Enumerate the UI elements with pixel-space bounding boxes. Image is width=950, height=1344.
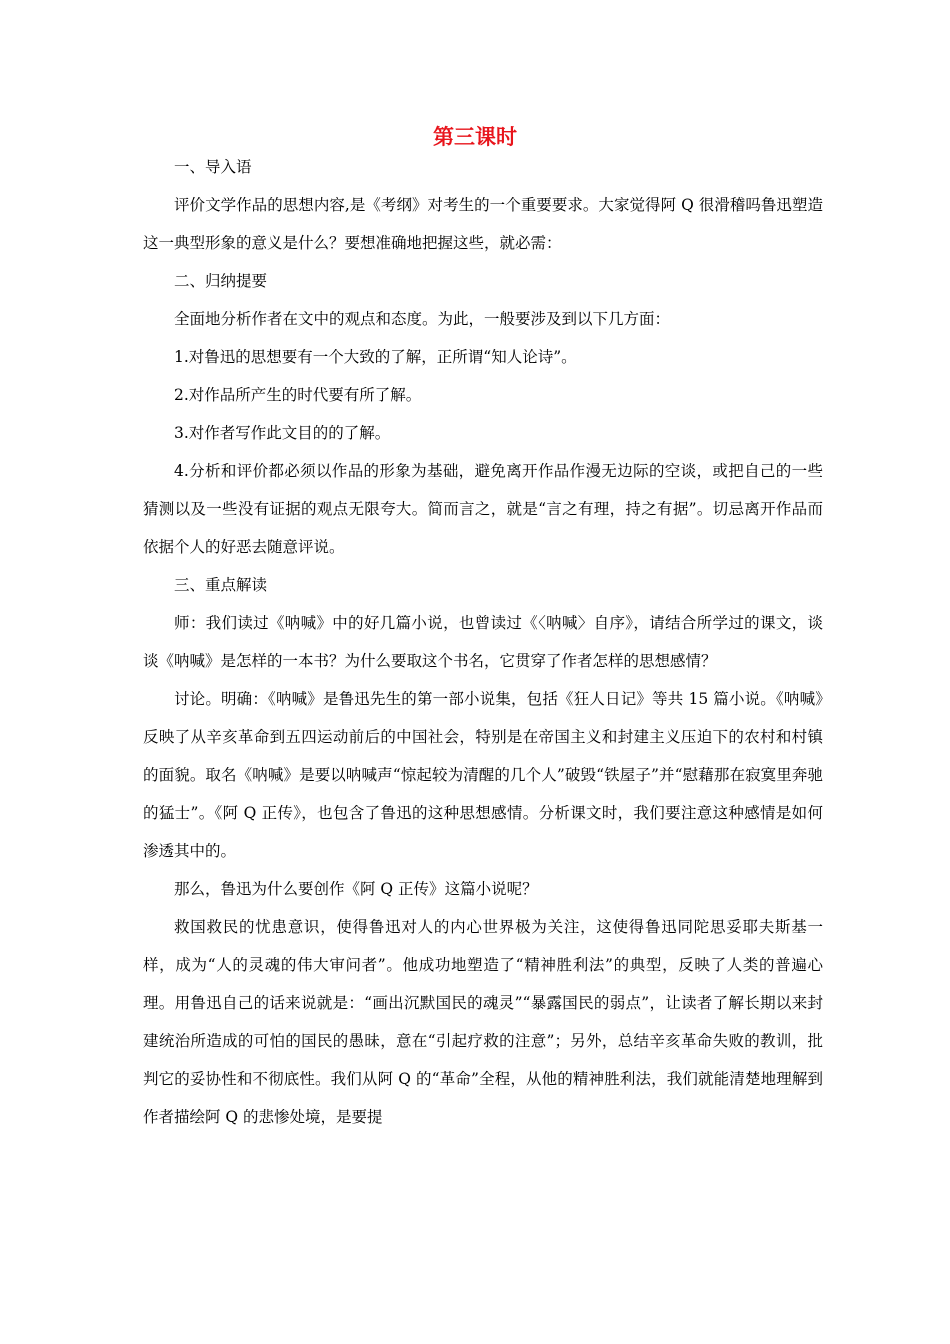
paragraph-answer: 救国救民的忧患意识，使得鲁迅对人的内心世界极为关注，这使得鲁迅同陀思妥耶夫斯基一样，成为“人的灵魂的伟大审问者”。他成功地塑造了“精神胜利法”的典型，反映了人类的普遍心理。用鲁迅自己的话来说就是：“画出沉默国民的魂灵”“暴露国民的弱点”，让读者了解长期以来封建统治所造成的可怕的国民的愚昧，意在“引起疗救的注意”；另外，总结辛亥革命失败的教训，批判它的妥协性和不彻底性。我们从阿 Q 的“革命”全程，从他的精神胜利法，我们就能清楚地理解到作者描绘阿 Q 的悲惨处境，是要提 bbox=[143, 918, 823, 1126]
paragraph-question: 那么，鲁迅为什么要创作《阿 Q 正传》这篇小说呢？ bbox=[174, 880, 538, 898]
paragraph-discussion: 讨论。明确：《呐喊》是鲁迅先生的第一部小说集，包括《狂人日记》等共 15 篇小说。《呐喊》反映了从辛亥革命到五四运动前后的中国社会，特别是在帝国主义和封建主义压迫下的农村和村镇的面貌。取名《呐喊》是要以呐喊声“惊起较为清醒的几个人”破毁“铁屋子”并“慰藉那在寂寞里奔驰的猛士”。《阿 Q 正传》，也包含了鲁迅的这种思想感情。分析课文时，我们要注意这种感情是如何渗透其中的。 bbox=[143, 690, 823, 860]
paragraph-summary: 全面地分析作者在文中的观点和态度。为此，一般要涉及到以下几方面： bbox=[174, 310, 671, 328]
section-heading-analysis: 三、重点解读 bbox=[174, 576, 268, 594]
list-item-3: 3.对作者写作此文目的的了解。 bbox=[174, 424, 391, 442]
list-item-1: 1.对鲁迅的思想要有一个大致的了解，正所谓“知人论诗”。 bbox=[174, 348, 577, 366]
page-title: 第三课时 bbox=[433, 125, 517, 149]
document-body bbox=[143, 148, 823, 1136]
section-heading-summary: 二、归纳提要 bbox=[174, 272, 268, 290]
list-item-2: 2.对作品所产生的时代要有所了解。 bbox=[174, 386, 422, 404]
paragraph-intro: 评价文学作品的思想内容,是《考纲》对考生的一个重要要求。大家觉得阿 Q 很滑稽吗鲁迅塑造这一典型形象的意义是什么？要想准确地把握这些，就必需： bbox=[143, 196, 823, 252]
list-item-4: 4.分析和评价都必须以作品的形象为基础，避免离开作品作漫无边际的空谈，或把自己的一些猜测以及一些没有证据的观点无限夸大。简而言之，就是“言之有理，持之有据”。切忌离开作品而依据个人的好恶去随意评说。 bbox=[143, 462, 823, 556]
section-heading-intro: 一、导入语 bbox=[174, 158, 252, 176]
paragraph-teacher-question: 师：我们读过《呐喊》中的好几篇小说，也曾读过《〈呐喊〉自序》，请结合所学过的课文，谈谈《呐喊》是怎样的一本书？为什么要取这个书名，它贯穿了作者怎样的思想感情？ bbox=[143, 614, 823, 670]
